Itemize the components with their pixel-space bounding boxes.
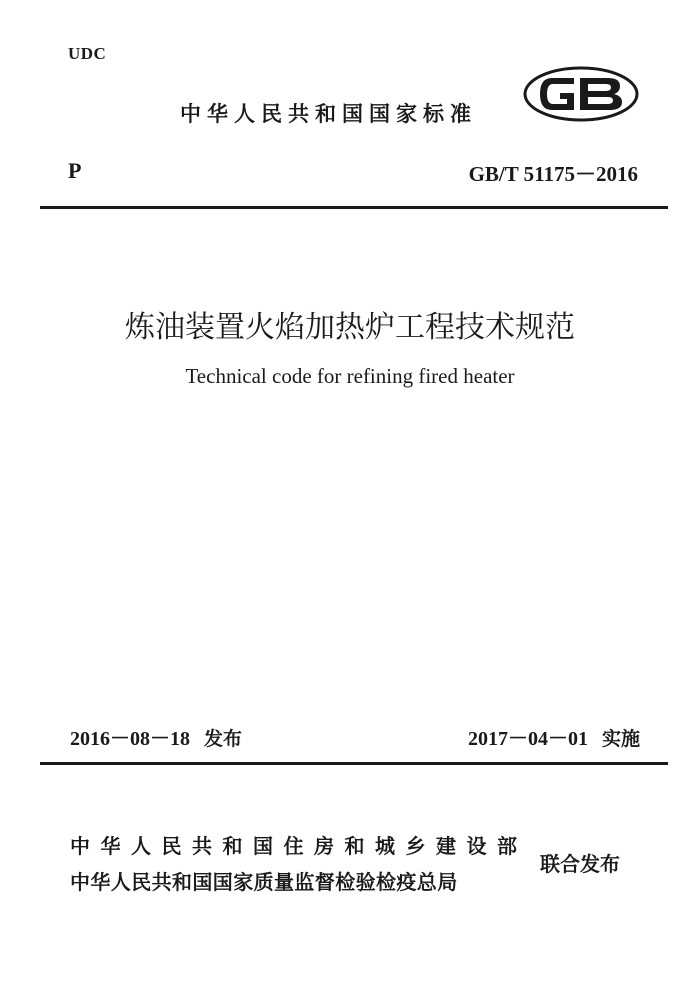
bottom-divider bbox=[40, 762, 668, 765]
national-standard-label: 中华人民共和国国家标准 bbox=[180, 102, 477, 126]
implementation-date: 2017－04－01 bbox=[467, 728, 588, 750]
gb-logo bbox=[522, 66, 640, 122]
implementation-date-block bbox=[468, 722, 640, 751]
title-english: Technical code for refining fired heater bbox=[185, 364, 515, 388]
udc-label: UDC bbox=[68, 44, 107, 63]
implementation-label: 实施 bbox=[601, 728, 640, 750]
issue-label: 发布 bbox=[204, 728, 243, 750]
issuer-ministry-housing: 中华人民共和国住房和城乡建设部 bbox=[70, 834, 528, 858]
title-chinese: 炼油装置火焰加热炉工程技术规范 bbox=[125, 310, 575, 345]
gb-logo-text: GB bbox=[581, 116, 583, 117]
top-divider bbox=[40, 206, 668, 209]
joint-issue-label: 联合发布 bbox=[540, 852, 620, 876]
issuer-aqsiq: 中华人民共和国国家质量监督检验检疫总局 bbox=[70, 870, 458, 894]
standard-number: GB/T 51175－2016 bbox=[468, 162, 638, 186]
category-code: P bbox=[68, 158, 82, 183]
issue-date-block bbox=[70, 722, 242, 751]
issue-date: 2016－08－18 bbox=[70, 728, 190, 750]
